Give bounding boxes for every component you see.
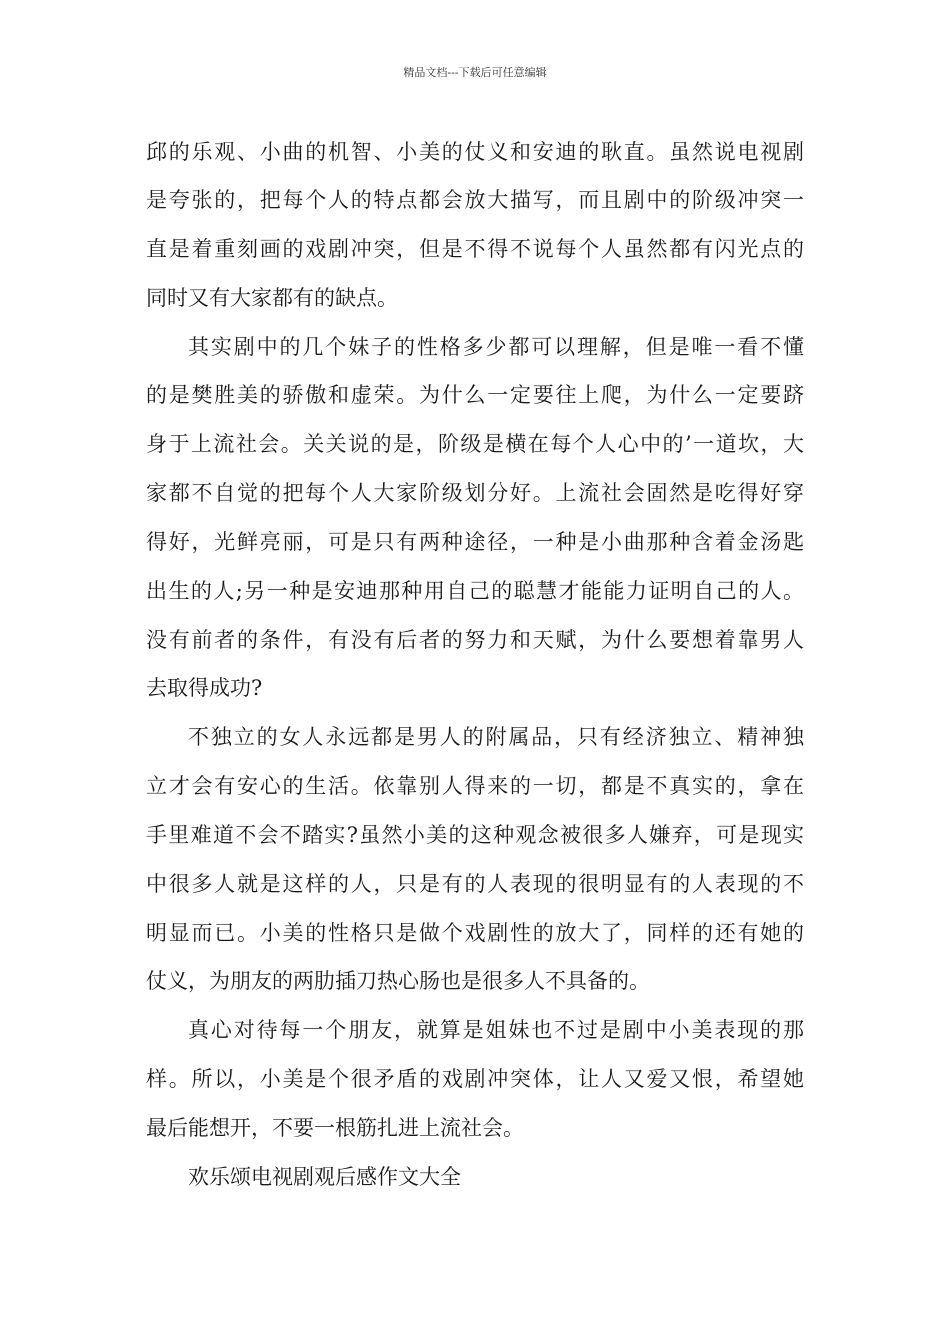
text-line: 明显而已。小美的性格只是做个戏剧性的放大了，同样的还有她的: [146, 921, 804, 945]
text-line: 家都不自觉的把每个人大家阶级划分好。上流社会固然是吃得好穿: [146, 481, 804, 505]
text-line: 手里难道不会不踏实?虽然小美的这种观念被很多人嫌弃，可是现实: [146, 823, 804, 847]
page-header: 精品文档---下载后可任意编辑: [403, 66, 547, 79]
text-line: 真心对待每一个朋友，就算是姐妹也不过是剧中小美表现的那: [188, 1018, 804, 1042]
text-line: 得好，光鲜亮丽，可是只有两种途径，一种是小曲那种含着金汤匙: [146, 530, 804, 554]
text-line: 身于上流社会。关关说的是，阶级是横在每个人心中的’一道坎，大: [146, 432, 804, 456]
text-line: 样。所以，小美是个很矛盾的戏剧冲突体，让人又爱又恨，希望她: [146, 1067, 804, 1091]
text-line: 不独立的女人永远都是男人的附属品，只有经济独立、精神独: [188, 725, 804, 749]
text-line: 邱的乐观、小曲的机智、小美的仗义和安迪的耿直。虽然说电视剧: [146, 140, 804, 164]
text-line: 没有前者的条件，有没有后者的努力和天赋，为什么要想着靠男人: [146, 628, 804, 652]
text-line: 同时又有大家都有的缺点。: [146, 286, 398, 310]
text-line: 最后能想开，不要一根筋扎进上流社会。: [146, 1116, 524, 1140]
text-line: 去取得成功?: [146, 676, 263, 700]
section-heading: 欢乐颂电视剧观后感作文大全: [188, 1165, 461, 1189]
text-line: 的是樊胜美的骄傲和虚荣。为什么一定要往上爬，为什么一定要跻: [146, 383, 804, 407]
text-line: 出生的人;另一种是安迪那种用自己的聪慧才能能力证明自己的人。: [146, 579, 804, 603]
text-line: 中很多人就是这样的人，只是有的人表现的很明显有的人表现的不: [146, 872, 804, 896]
text-line: 是夸张的，把每个人的特点都会放大描写，而且剧中的阶级冲突一: [146, 188, 804, 212]
text-line: 直是着重刻画的戏剧冲突，但是不得不说每个人虽然都有闪光点的: [146, 237, 804, 261]
text-line: 立才会有安心的生活。依靠别人得来的一切，都是不真实的，拿在: [146, 774, 804, 798]
text-line: 仗义，为朋友的两肋插刀热心肠也是很多人不具备的。: [146, 969, 650, 993]
text-line: 其实剧中的几个妹子的性格多少都可以理解，但是唯一看不懂: [188, 335, 804, 359]
